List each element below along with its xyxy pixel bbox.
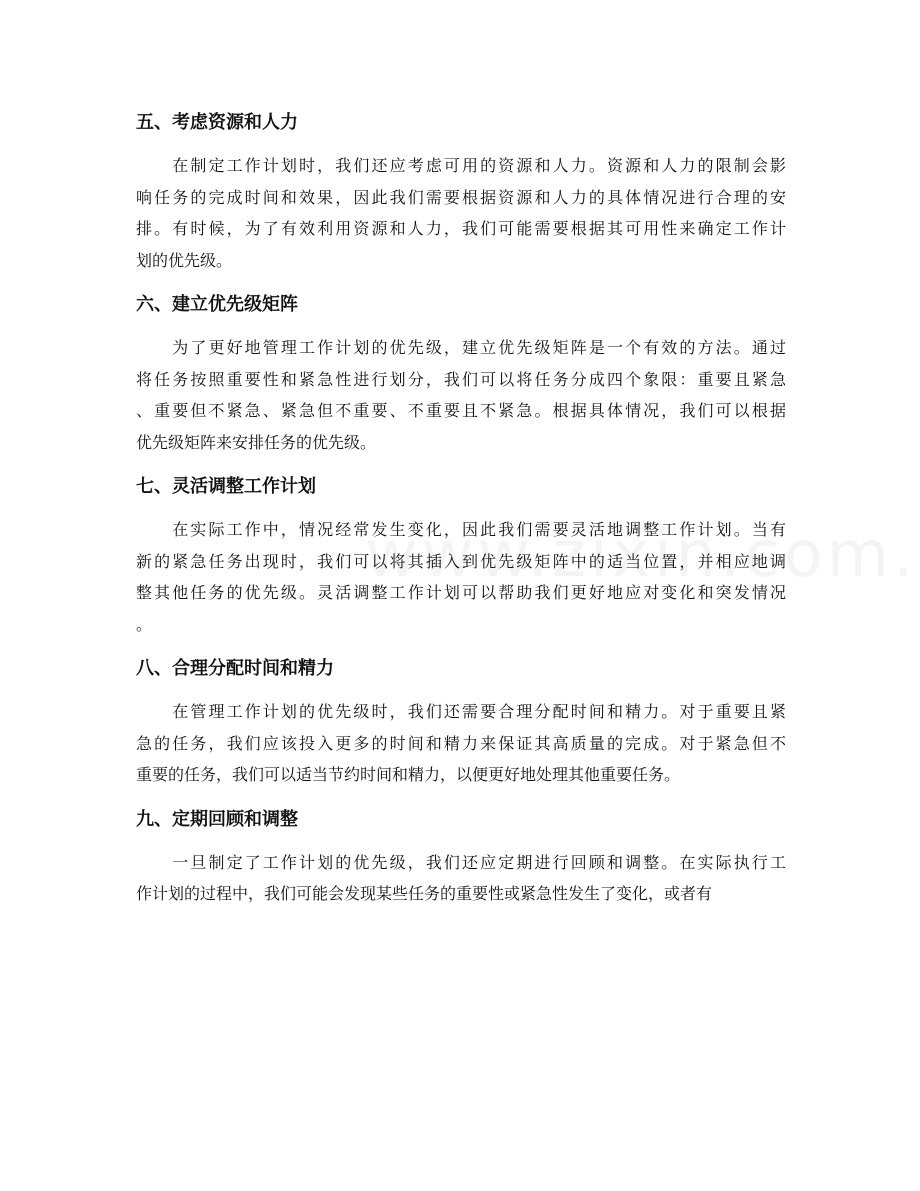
section-paragraph bbox=[136, 514, 786, 640]
paragraph-line: 作计划的过程中，我们可能会发现某些任务的重要性或紧急性发生了变化，或者有 bbox=[136, 884, 713, 903]
paragraph-line: 响任务的完成时间和效果，因此我们需要根据资源和人力的具体情况进行合理的安 bbox=[136, 187, 786, 207]
paragraph-line: 一旦制定了工作计划的优先级，我们还应定期进行回顾和调整。在实际执行工 bbox=[136, 852, 786, 872]
section-heading: 五、考虑资源和人力 bbox=[136, 112, 298, 133]
section-paragraph bbox=[136, 847, 786, 910]
section-paragraph bbox=[136, 332, 786, 458]
paragraph-line: 在制定工作计划时，我们还应考虑可用的资源和人力。资源和人力的限制会影 bbox=[136, 156, 786, 175]
section-heading: 七、灵活调整工作计划 bbox=[136, 476, 316, 497]
paragraph-line: 优先级矩阵来安排任务的优先级。 bbox=[136, 432, 377, 452]
section-heading: 九、定期回顾和调整 bbox=[136, 808, 298, 830]
paragraph-line: 急的任务，我们应该投入更多的时间和精力来保证其高质量的完成。对于紧急但不 bbox=[136, 733, 786, 753]
section-paragraph bbox=[136, 150, 786, 276]
paragraph-line: 、重要但不紧急、紧急但不重要、不重要且不紧急。根据具体情况，我们可以根据 bbox=[136, 401, 786, 420]
paragraph-line: 在管理工作计划的优先级时，我们还需要合理分配时间和精力。对于重要且紧 bbox=[136, 702, 786, 721]
section-heading: 六、建立优先级矩阵 bbox=[136, 294, 298, 315]
paragraph-line: 划的优先级。 bbox=[136, 250, 233, 270]
paragraph-line: 新的紧急任务出现时，我们可以将其插入到优先级矩阵中的适当位置，并相应地调 bbox=[136, 551, 786, 571]
section-paragraph bbox=[136, 696, 786, 791]
paragraph-line: 整其他任务的优先级。灵活调整工作计划可以帮助我们更好地应对变化和突发情况 bbox=[136, 583, 786, 602]
section-heading: 八、合理分配时间和精力 bbox=[136, 658, 334, 679]
document-body bbox=[136, 106, 786, 922]
paragraph-line: 为了更好地管理工作计划的优先级，建立优先级矩阵是一个有效的方法。通过 bbox=[136, 338, 786, 357]
paragraph-line: 将任务按照重要性和紧急性进行划分，我们可以将任务分成四个象限：重要且紧急 bbox=[136, 369, 786, 389]
paragraph-line: 排。有时候，为了有效利用资源和人力，我们可能需要根据其可用性来确定工作计 bbox=[136, 219, 786, 238]
paragraph-line: 。 bbox=[136, 614, 153, 634]
paragraph-line: 在实际工作中，情况经常发生变化，因此我们需要灵活地调整工作计划。当有 bbox=[136, 520, 786, 539]
paragraph-line: 重要的任务，我们可以适当节约时间和精力，以便更好地处理其他重要任务。 bbox=[136, 765, 681, 784]
